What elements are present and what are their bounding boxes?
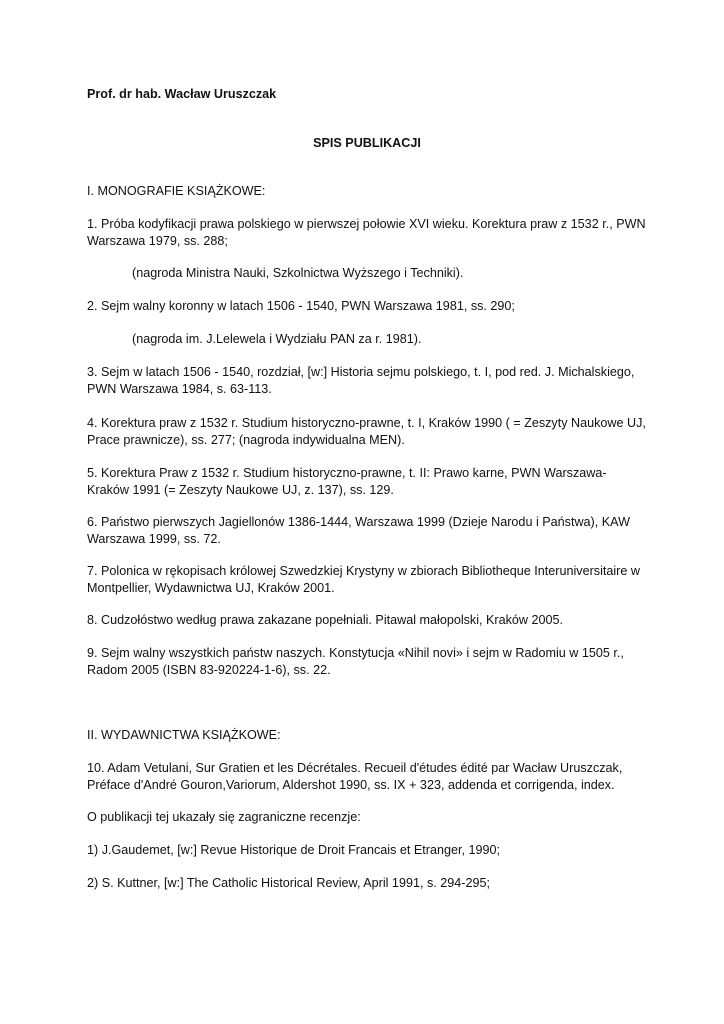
publication-entry-5: 5. Korektura Praw z 1532 r. Studium historyczno-prawne, t. II: Prawo karne, PWN Warszawa-Kraków 1991 (= Zeszyty Naukowe UJ, z. 137), ss. 129. bbox=[87, 466, 607, 497]
document-title: SPIS PUBLIKACJI bbox=[313, 136, 421, 150]
review-entry-2: 2) S. Kuttner, [w:] The Catholic Historical Review, April 1991, s. 294-295; bbox=[87, 876, 490, 890]
publication-award-1: (nagroda Ministra Nauki, Szkolnictwa Wyższego i Techniki). bbox=[132, 266, 464, 280]
publication-entry-3: 3. Sejm w latach 1506 ‑ 1540, rozdział, [w:] Historia sejmu polskiego, t. I, pod red. J. Michalskiego, PWN Warszawa 1984, s. 63‑113. bbox=[87, 365, 635, 396]
section-heading-monographs: I. MONOGRAFIE KSIĄŻKOWE: bbox=[87, 184, 266, 198]
publication-entry-9: 9. Sejm walny wszystkich państw naszych. Konstytucja «Nihil novi» i sejm w Radomiu w 1505 r., Radom 2005 (ISBN 83-920224-1-6), ss. 22. bbox=[87, 646, 624, 677]
review-entry-1: 1) J.Gaudemet, [w:] Revue Historique de Droit Francais et Etranger, 1990; bbox=[87, 843, 500, 857]
publication-entry-6: 6. Państwo pierwszych Jagiellonów 1386-1444, Warszawa 1999 (Dzieje Narodu i Państwa), KAW Warszawa 1999, ss. 72. bbox=[87, 515, 630, 546]
publication-entry-8: 8. Cudzołóstwo według prawa zakazane popełniali. Pitawal małopolski, Kraków 2005. bbox=[87, 613, 564, 627]
author-name: Prof. dr hab. Wacław Uruszczak bbox=[87, 87, 277, 101]
publication-entry-1: 1. Próba kodyfikacji prawa polskiego w pierwszej połowie XVI wieku. Korektura praw z 1532 r., PWN Warszawa 1979, ss. 288; bbox=[87, 217, 646, 248]
publication-entry-10: 10. Adam Vetulani, Sur Gratien et les Décrétales. Recueil d'études édité par Wacław Uruszczak, Préface d'André Gouron,Variorum, Aldershot 1990, ss. IX + 323, addenda et corrigenda, index. bbox=[87, 761, 623, 792]
publication-award-2: (nagroda im. J.Lelewela i Wydziału PAN za r. 1981). bbox=[132, 332, 422, 346]
reviews-intro: O publikacji tej ukazały się zagraniczne recenzje: bbox=[87, 810, 361, 824]
publication-entry-7: 7. Polonica w rękopisach królowej Szwedzkiej Krystyny w zbiorach Bibliotheque Interuniversitaire w Montpellier, Wydawnictwa UJ, Kraków 2001. bbox=[87, 564, 640, 595]
publication-entry-2: 2. Sejm walny koronny w latach 1506 ‑ 1540, PWN Warszawa 1981, ss. 290; bbox=[87, 299, 515, 313]
publication-entry-4: 4. Korektura praw z 1532 r. Studium historyczno‑prawne, t. I, Kraków 1990 ( = Zeszyty Naukowe UJ, Prace prawnicze), ss. 277; (nagroda indywidualna MEN). bbox=[87, 416, 646, 447]
section-heading-editions: II. WYDAWNICTWA KSIĄŻKOWE: bbox=[87, 728, 281, 742]
